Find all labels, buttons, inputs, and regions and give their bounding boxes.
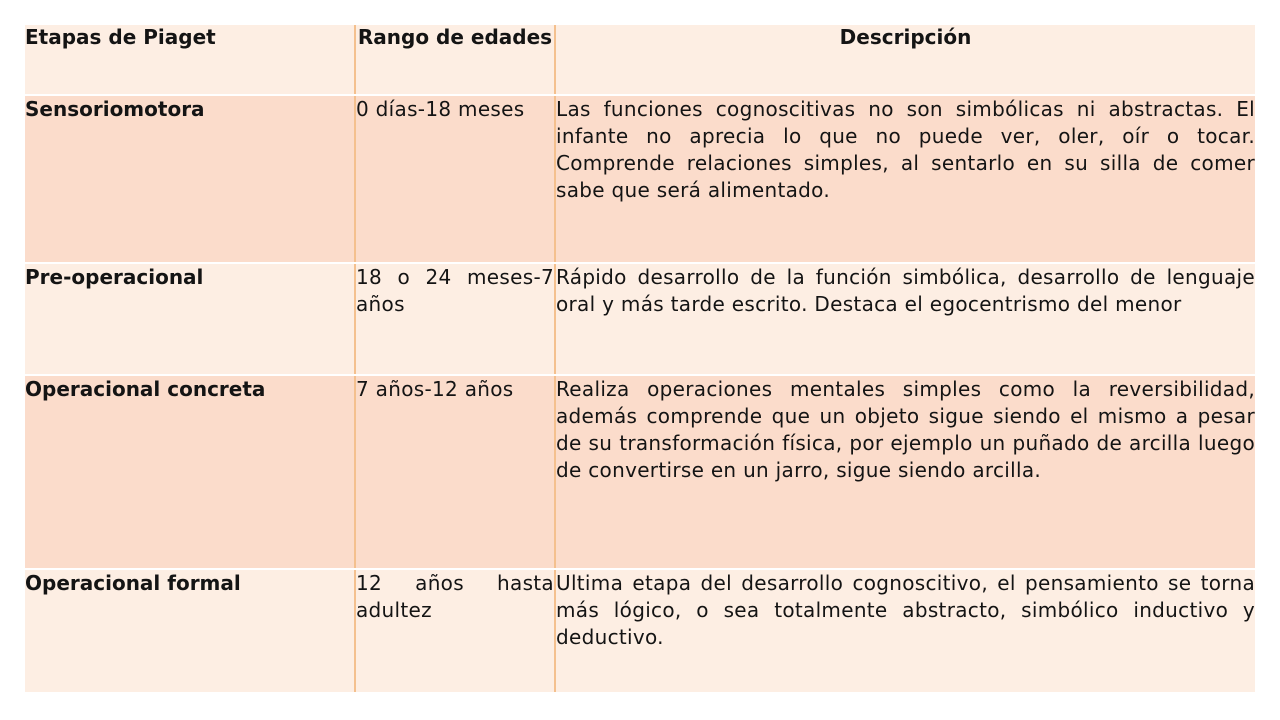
stage-description: Rápido desarrollo de la función simbólica, desarrollo de lenguaje oral y más tarde escrito. Destaca el egocentrismo del menor: [555, 263, 1255, 375]
age-range: 7 años-12 años: [355, 375, 555, 569]
table-row: [25, 263, 1255, 375]
stage-description: Realiza operaciones mentales simples como la reversibilidad, además comprende que un objeto sigue siendo el mismo a pesar de su transformación física, por ejemplo un puñado de arcilla luego de convertirse en un jarro, sigue siendo arcilla.: [555, 375, 1255, 569]
stage-name: Operacional concreta: [25, 375, 355, 569]
table-row: [25, 569, 1255, 693]
header-range: Rango de edades: [355, 25, 555, 95]
stage-name: Operacional formal: [25, 569, 355, 693]
age-range: 12 años hasta adultez: [355, 569, 555, 693]
stage-description: Las funciones cognoscitivas no son simbólicas ni abstractas. El infante no aprecia lo que no puede ver, oler, oír o tocar. Comprende relaciones simples, al sentarlo en su silla de comer sabe que será alimentado.: [555, 95, 1255, 263]
table-row: [25, 375, 1255, 569]
age-range: 0 días-18 meses: [355, 95, 555, 263]
piaget-stages-table: [25, 25, 1255, 694]
age-range: 18 o 24 meses-7 años: [355, 263, 555, 375]
table-row: [25, 95, 1255, 263]
table-header-row: [25, 25, 1255, 95]
header-stage: Etapas de Piaget: [25, 25, 355, 95]
header-description: Descripción: [555, 25, 1255, 95]
stage-name: Sensoriomotora: [25, 95, 355, 263]
stage-name: Pre-operacional: [25, 263, 355, 375]
stage-description: Ultima etapa del desarrollo cognoscitivo, el pensamiento se torna más lógico, o sea totalmente abstracto, simbólico inductivo y deductivo.: [555, 569, 1255, 693]
